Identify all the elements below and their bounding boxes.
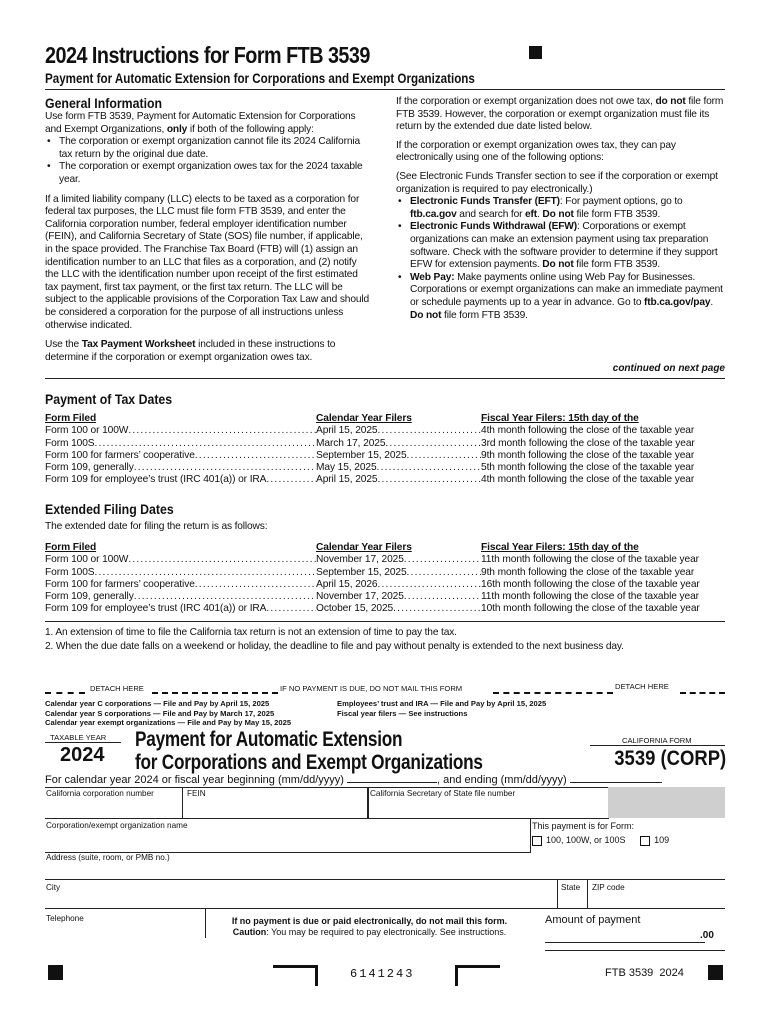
field-label: Address (suite, room, or PMB no.) xyxy=(46,853,170,862)
form-grid xyxy=(45,787,725,927)
calendar-cell: April 15, 2025 xyxy=(316,474,378,486)
notes-rule xyxy=(45,621,725,622)
period-end-label: , and ending (mm/dd/yyyy) xyxy=(437,774,567,786)
form-cell: Form 100S xyxy=(45,566,95,578)
footer-form-id: FTB 3539 2024 xyxy=(605,967,684,979)
column-header: Form Filed xyxy=(45,542,97,553)
fiscal-cell: 16th month following the close of the taxable year xyxy=(481,578,700,590)
period-line xyxy=(45,774,662,786)
footnote: 1. An extension of time to file the California tax return is not an extension of time to pay the tax. xyxy=(45,627,457,638)
fiscal-cell: 10th month following the close of the taxable year xyxy=(481,603,700,615)
general-heading: General Information xyxy=(45,95,163,111)
title-rule xyxy=(45,89,725,90)
payment-dates-table xyxy=(45,413,727,487)
column-header: Calendar Year Filers xyxy=(316,413,412,424)
table-header-row xyxy=(45,542,727,554)
list-item: • Electronic Funds Withdrawal (EFW): Corporations or exempt organizations can make an extension payment using tax preparation software. Check with the software provider to determine if they support EFW for extension payments. Do not file form FTB 3539. xyxy=(396,221,726,271)
option-label: 100, 100W, or 100S xyxy=(546,835,626,845)
payment-dates-heading: Payment of Tax Dates xyxy=(45,391,173,407)
barcode-number: 6141243 xyxy=(350,967,415,981)
field-label: ZIP code xyxy=(592,883,625,892)
llc-paragraph: If a limited liability company (LLC) elects to be taxed as a corporation for federal tax purposes, the LLC must file form FTB 3539, and enter the California corporation number, federal employer identification number (FEIN), and California Secretary of State (SOS) file number, if applicable, in the space provided. The Franchise Tax Board (FTB) will (1) assign an identification number to an LLC that files as a corporation, and (2) notify the LLC with the identification number upon receipt of the first estimated tax payment, first tax payment, or the first tax return. The LLC will be subject to the applicable provisions of the Corporation Tax Law and should be considered a corporation for the purpose of all instructions unless otherwise indicated. xyxy=(45,193,369,331)
list-item: • Web Pay: Make payments online using Web Pay for Businesses. Corporations or exempt organizations can make an immediate payment or schedule payments up to a year in advance. Go to ftb.ca.gov/pay. Do not file form FTB 3539. xyxy=(396,272,726,322)
eft-note: (See Electronic Funds Transfer section to see if the corporation or exempt organization is required to pay electronically.) xyxy=(396,170,718,195)
column-header: Calendar Year Filers xyxy=(316,542,412,553)
detach-line-middle-left xyxy=(152,692,278,694)
fiscal-cell: 4th month following the close of the taxable year xyxy=(481,425,695,437)
list-item: • Electronic Funds Transfer (EFT): For payment options, go to ftb.ca.gov and search for eft. Do not file form FTB 3539. xyxy=(396,196,726,221)
calendar-cell: October 15, 2025 xyxy=(316,603,394,615)
form-title-line1: Payment for Automatic Extension xyxy=(135,728,403,751)
form-cell: Form 100 for farmers’ cooperative xyxy=(45,449,195,461)
owes-tax-paragraph: If the corporation or exempt organization owes tax, they can pay electronically using one of the following options: xyxy=(396,139,676,164)
form-cell: Form 109, generally xyxy=(45,462,134,474)
field-label: Corporation/exempt organization name xyxy=(46,821,188,830)
detach-label-left: DETACH HERE xyxy=(90,684,144,693)
table-header-row xyxy=(45,413,727,425)
field-label: California Secretary of State file number xyxy=(370,789,516,798)
intro-paragraph: Use form FTB 3539, Payment for Automatic Extension for Corporations and Exempt Organizations, only if both of the following apply: xyxy=(45,111,356,135)
section-rule xyxy=(45,378,725,379)
form-cell: Form 109, generally xyxy=(45,591,134,603)
checkbox-109[interactable] xyxy=(640,836,650,846)
extended-dates-heading: Extended Filing Dates xyxy=(45,501,174,517)
fiscal-cell: 9th month following the close of the taxable year xyxy=(481,449,695,461)
form-cell: Form 100 or 100W xyxy=(45,554,129,566)
checkbox-100[interactable] xyxy=(532,836,542,846)
worksheet-paragraph: Use the Tax Payment Worksheet included in these instructions to determine if the corporation or exempt organization owes tax. xyxy=(45,339,336,363)
table-row xyxy=(45,462,727,474)
table-row xyxy=(45,425,727,437)
due-dates-right xyxy=(337,699,546,718)
detach-line-right xyxy=(680,692,725,694)
fiscal-cell: 5th month following the close of the taxable year xyxy=(481,462,695,474)
list-item: • The corporation or exempt organization cannot file its 2024 California tax return by the original due date. xyxy=(45,136,370,161)
registration-mark-bottom-left xyxy=(48,965,63,980)
field-label: Telephone xyxy=(46,914,84,923)
due-line: Calendar year C corporations — File and Pay by April 15, 2025 xyxy=(45,699,270,708)
page-title: 2024 Instructions for Form FTB 3539 xyxy=(45,42,370,68)
registration-mark-top xyxy=(529,46,542,59)
due-line: Fiscal year filers — See instructions xyxy=(337,708,468,718)
calendar-cell: May 15, 2025 xyxy=(316,462,377,474)
no-tax-paragraph: If the corporation or exempt organization does not owe tax, do not file form FTB 3539. However, the corporation or exempt organization must file its return by the extended due date listed below. xyxy=(396,96,724,133)
calendar-cell: September 15, 2025 xyxy=(316,566,407,578)
field-label: FEIN xyxy=(187,789,206,798)
taxable-year-label: TAXABLE YEAR xyxy=(50,733,107,742)
form-title-line2: for Corporations and Exempt Organizations xyxy=(135,751,483,774)
fiscal-cell: 4th month following the close of the taxable year xyxy=(481,474,695,486)
form-cell: Form 100 for farmers’ cooperative xyxy=(45,578,195,590)
table-row xyxy=(45,474,727,486)
fiscal-cell: 9th month following the close of the taxable year xyxy=(481,566,695,578)
calendar-cell: November 17, 2025 xyxy=(316,554,404,566)
option-label: 109 xyxy=(654,835,670,845)
amount-cents: .00 xyxy=(700,930,714,941)
calendar-cell: September 15, 2025 xyxy=(316,449,407,461)
due-line: Calendar year exempt organizations — File and Pay by May 15, 2025 xyxy=(45,718,292,727)
detach-label-right: DETACH HERE xyxy=(615,682,669,691)
amount-input[interactable] xyxy=(545,942,705,943)
column-header: Fiscal Year Filers: 15th day of the xyxy=(481,542,639,553)
table-row xyxy=(45,554,727,566)
table-row xyxy=(45,438,727,450)
due-dates-left xyxy=(45,699,291,728)
table-row xyxy=(45,567,727,579)
calendar-cell: April 15, 2025 xyxy=(316,425,378,437)
table-row xyxy=(45,603,727,615)
fiscal-cell: 11th month following the close of the taxable year xyxy=(481,554,699,566)
page-subtitle: Payment for Automatic Extension for Corporations and Exempt Organizations xyxy=(45,71,475,86)
field-label: State xyxy=(561,883,581,892)
california-form-rule xyxy=(590,745,725,746)
detach-line-middle-right xyxy=(493,692,613,694)
telephone-field[interactable] xyxy=(45,908,206,938)
calendar-cell: April 15, 2026 xyxy=(316,578,378,590)
form-cell: Form 109 for employee’s trust (IRC 401(a)) or IRA xyxy=(45,603,267,615)
column-header: Form Filed xyxy=(45,413,97,424)
calendar-cell: March 17, 2025 xyxy=(316,437,386,449)
form-cell: Form 100 or 100W xyxy=(45,425,129,437)
table-row xyxy=(45,579,727,591)
payment-for-label: This payment is for Form: xyxy=(532,821,635,831)
amount-label: Amount of payment xyxy=(545,914,641,926)
table-row xyxy=(45,591,727,603)
scan-bracket-left xyxy=(273,965,318,986)
mail-notice xyxy=(217,916,522,938)
list-item: • The corporation or exempt organization owes tax for the 2024 taxable year. xyxy=(45,161,370,186)
form-cell: Form 100S xyxy=(45,437,95,449)
extended-intro: The extended date for filing the return is as follows: xyxy=(45,521,268,532)
california-form-label: CALIFORNIA FORM xyxy=(622,736,692,745)
city-field[interactable] xyxy=(45,879,558,909)
no-payment-note: If no payment is due or paid electronically, do not mail this form. xyxy=(231,916,508,926)
payment-for-options xyxy=(532,835,669,846)
general-right-column xyxy=(396,96,726,322)
calendar-cell: November 17, 2025 xyxy=(316,591,404,603)
table-row xyxy=(45,450,727,462)
detach-label-middle: IF NO PAYMENT IS DUE, DO NOT MAIL THIS FORM xyxy=(280,684,463,693)
amount-bottom-rule xyxy=(545,950,725,951)
fiscal-cell: 11th month following the close of the taxable year xyxy=(481,591,699,603)
footnote: 2. When the due date falls on a weekend or holiday, the deadline to file and pay without penalty is extended to the next business day. xyxy=(45,641,624,652)
form-cell: Form 109 for employee’s trust (IRC 401(a)) or IRA xyxy=(45,474,267,486)
form-number: 3539 (CORP) xyxy=(614,747,726,770)
scan-bracket-right xyxy=(455,965,500,986)
detach-line-left xyxy=(45,692,85,694)
shaded-area xyxy=(608,787,725,818)
field-label: California corporation number xyxy=(46,789,154,798)
general-left-column xyxy=(45,111,370,364)
period-end-input[interactable] xyxy=(570,782,662,783)
due-line: Employees’ trust and IRA — File and Pay by April 15, 2025 xyxy=(337,699,547,708)
column-header: Fiscal Year Filers: 15th day of the xyxy=(481,413,639,424)
period-start-input[interactable] xyxy=(347,782,437,783)
due-line: Calendar year S corporations — File and Pay by March 17, 2025 xyxy=(45,708,275,718)
field-label: City xyxy=(46,883,61,892)
taxable-year-rule xyxy=(45,742,121,743)
period-start-label: For calendar year 2024 or fiscal year beginning (mm/dd/yyyy) xyxy=(45,774,344,786)
extended-dates-table xyxy=(45,542,727,616)
fiscal-cell: 3rd month following the close of the taxable year xyxy=(481,437,695,449)
continued-note: continued on next page xyxy=(612,363,725,374)
fein-field[interactable] xyxy=(182,787,369,819)
form-year: 2024 xyxy=(60,744,105,766)
registration-mark-bottom-right xyxy=(708,965,723,980)
caution-line: Caution: You may be required to pay electronically. See instructions. xyxy=(232,927,507,937)
